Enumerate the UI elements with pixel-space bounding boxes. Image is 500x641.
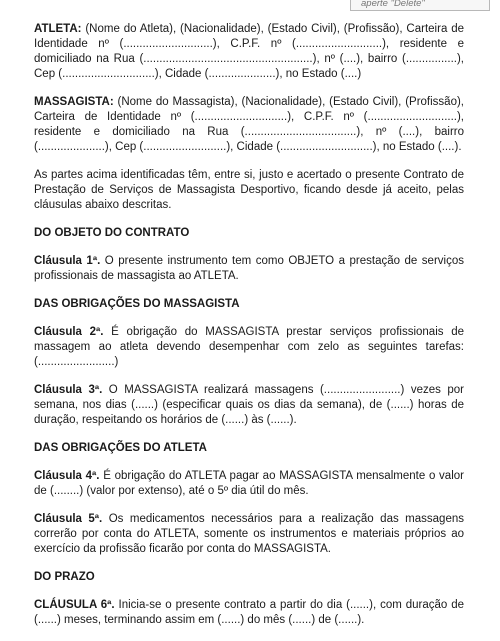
section-heading-athlete-obligations: DAS OBRIGAÇÕES DO ATLETA	[34, 442, 207, 454]
clause-5-text: Os medicamentos necessários para a realização das massagens correrão por conta do ATLETA, somente os instrumentos e materiais próprios ao exercício da profissão ficarão por conta do MASSAGISTA.	[34, 513, 464, 555]
parties-agreement-paragraph	[34, 168, 464, 213]
clause-1-text: O presente instrumento tem como OBJETO a prestação de serviços profissionais de massagista ao ATLETA.	[34, 255, 464, 282]
clause-1-label: Cláusula 1ª.	[34, 255, 101, 267]
section-heading-object: DO OBJETO DO CONTRATO	[34, 227, 190, 239]
athlete-details: (Nome do Atleta), (Nacionalidade), (Estado Civil), (Profissão), Carteira de Identidade nº (............................), C.P.F. nº (...........................), residente e domiciliado na Rua (.....................................................), nº (....), bairro (................), Cep (.............................), Cidade (.....................), no Estado (....)	[34, 23, 464, 80]
clause-2-text: É obrigação do MASSAGISTA prestar serviços profissionais de massagem ao atleta devendo desempenhar com zelo as seguintes tarefas: (........................)	[34, 326, 464, 368]
clause-2-label: Cláusula 2ª.	[34, 326, 104, 338]
clause-6-label: CLÁUSULA 6ª.	[34, 599, 115, 611]
massagist-label: MASSAGISTA:	[34, 96, 114, 108]
athlete-label: ATLETA:	[34, 23, 82, 35]
clause-2	[34, 325, 464, 370]
massagist-party-paragraph	[34, 95, 464, 155]
contract-document	[34, 22, 464, 641]
clause-5	[34, 512, 464, 557]
clause-3	[34, 383, 464, 428]
clause-3-text: O MASSAGISTA realizará massagens (........................) vezes por semana, nos dias (......) (especificar quais os dias da semana), de (......) horas de duração, respeitando os horários de (......) às (......).	[34, 384, 464, 426]
clause-3-label: Cláusula 3ª.	[34, 384, 103, 396]
delete-hint-box: aperte "Delete"	[350, 0, 490, 11]
clause-5-label: Cláusula 5ª.	[34, 513, 103, 525]
athlete-party-paragraph	[34, 22, 464, 82]
clause-6	[34, 598, 464, 628]
clause-6-text: Inicia-se o presente contrato a partir do dia (......), com duração de (......) meses, terminando assim em (......) do mês (......) de (......).	[34, 599, 464, 626]
section-heading-massagist-obligations: DAS OBRIGAÇÕES DO MASSAGISTA	[34, 298, 240, 310]
section-heading-term: DO PRAZO	[34, 571, 95, 583]
clause-4-label: Cláusula 4ª.	[34, 470, 100, 482]
clause-4-text: É obrigação do ATLETA pagar ao MASSAGISTA mensalmente o valor de (........) (valor por extenso), até o 5º dia útil do mês.	[34, 470, 464, 497]
massagist-details: (Nome do Massagista), (Nacionalidade), (Estado Civil), (Profissão), Carteira de Identidade nº (.............................), C.P.F. nº (............................), residente e domiciliado na Rua (...................................), nº (....), bairro (.....................), Cep (..........................), Cidade (.............................), no Estado (....).	[34, 96, 464, 153]
agreement-text: As partes acima identificadas têm, entre si, justo e acertado o presente Contrato de Prestação de Serviços de Massagista Desportivo, ficando desde já aceito, pelas cláusulas abaixo descritas.	[34, 169, 464, 211]
clause-1	[34, 254, 464, 284]
clause-4	[34, 469, 464, 499]
